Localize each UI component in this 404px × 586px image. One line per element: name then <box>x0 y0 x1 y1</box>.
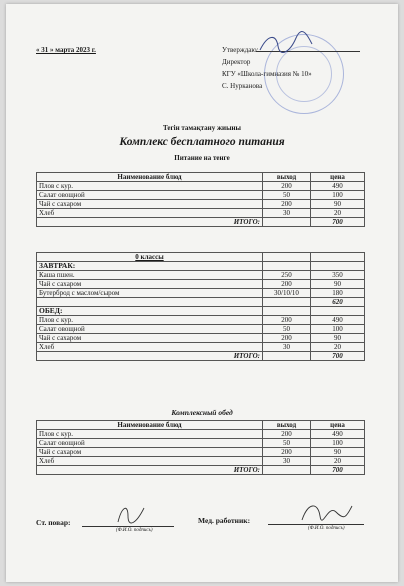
dish-out: 200 <box>263 334 311 343</box>
total-empty-cell <box>263 466 311 475</box>
dish-price: 100 <box>311 439 365 448</box>
approve-label: Утверждаю: <box>222 46 259 54</box>
table-row <box>37 448 365 457</box>
document-page <box>6 4 398 582</box>
dish-name: Салат овощной <box>37 325 263 334</box>
table-row <box>37 439 365 448</box>
empty-cell <box>311 307 365 316</box>
dish-price: 100 <box>311 191 365 200</box>
total-empty-cell <box>263 218 311 227</box>
dish-price: 180 <box>311 289 365 298</box>
dish-name: Салат овощной <box>37 439 263 448</box>
dish-price: 490 <box>311 430 365 439</box>
empty-cell <box>263 307 311 316</box>
dish-out: 50 <box>263 439 311 448</box>
medic-label: Мед. работник: <box>198 516 251 525</box>
table-row <box>37 334 365 343</box>
page-subtitle: Питание на тенге <box>174 154 230 162</box>
dish-out: 200 <box>263 316 311 325</box>
dish-price: 20 <box>311 343 365 352</box>
document-date: « 31 » марта 2023 г. <box>36 46 96 54</box>
total-row <box>37 352 365 361</box>
medic-signature-hint: (Ф.И.О. подпись) <box>308 526 345 531</box>
page-title: Комплекс бесплатного питания <box>119 136 285 148</box>
class-row <box>37 253 365 262</box>
table-row <box>37 325 365 334</box>
table-row <box>37 430 365 439</box>
total-label: ИТОГО: <box>37 466 263 475</box>
dish-out: 200 <box>263 182 311 191</box>
dish-price: 20 <box>311 209 365 218</box>
column-header-name: Наименование блюд <box>37 173 263 182</box>
column-header-name: Наименование блюд <box>37 421 263 430</box>
menu-table-main <box>36 172 365 227</box>
section-row <box>37 307 365 316</box>
total-row <box>37 218 365 227</box>
title-kazakh: Тегін тамақтану жиыны <box>162 124 242 132</box>
total-empty-cell <box>263 352 311 361</box>
table-row <box>37 209 365 218</box>
table-header-row <box>37 421 365 430</box>
dish-price: 490 <box>311 182 365 191</box>
dish-name: Хлеб <box>37 209 263 218</box>
dish-name: Плов с кур. <box>37 182 263 191</box>
column-header-price: цена <box>311 421 365 430</box>
menu-table-class <box>36 252 365 361</box>
total-row <box>37 466 365 475</box>
subtotal-row <box>37 298 365 307</box>
table-row <box>37 280 365 289</box>
empty-cell <box>263 253 311 262</box>
table-row <box>37 271 365 280</box>
lunch-label: ОБЕД: <box>37 307 263 316</box>
dish-price: 350 <box>311 271 365 280</box>
cook-label: Ст. повар: <box>36 518 71 527</box>
dish-out: 30 <box>263 343 311 352</box>
dish-price: 100 <box>311 325 365 334</box>
dish-out: 200 <box>263 430 311 439</box>
dish-name: Бутерброд с маслом/сыром <box>37 289 263 298</box>
total-label: ИТОГО: <box>37 218 263 227</box>
empty-cell <box>37 298 263 307</box>
total-label: ИТОГО: <box>37 352 263 361</box>
dish-out: 30 <box>263 209 311 218</box>
column-header-out: выход <box>263 173 311 182</box>
dish-price: 90 <box>311 200 365 209</box>
table-header-row <box>37 173 365 182</box>
dish-name: Каша пшен. <box>37 271 263 280</box>
medic-signature <box>298 498 354 526</box>
organization-name: КГУ «Школа-гимназия № 10» <box>222 70 312 78</box>
breakfast-label: ЗАВТРАК: <box>37 262 263 271</box>
total-value: 700 <box>311 218 365 227</box>
column-header-out: выход <box>263 421 311 430</box>
table-row <box>37 200 365 209</box>
director-signature <box>256 30 316 56</box>
table-row <box>37 457 365 466</box>
table-row <box>37 182 365 191</box>
director-name: С. Нурканова <box>222 82 263 90</box>
director-title: Директор <box>222 58 251 66</box>
dish-out: 200 <box>263 448 311 457</box>
table-row <box>37 289 365 298</box>
dish-out: 200 <box>263 280 311 289</box>
dish-price: 90 <box>311 280 365 289</box>
dish-name: Чай с сахаром <box>37 200 263 209</box>
dish-out: 200 <box>263 200 311 209</box>
table-row <box>37 343 365 352</box>
table-row <box>37 191 365 200</box>
total-value: 700 <box>311 352 365 361</box>
dish-name: Плов с кур. <box>37 316 263 325</box>
dish-name: Салат овощной <box>37 191 263 200</box>
section-row <box>37 262 365 271</box>
dish-out: 30 <box>263 457 311 466</box>
dish-name: Плов с кур. <box>37 430 263 439</box>
column-header-price: цена <box>311 173 365 182</box>
dish-out: 250 <box>263 271 311 280</box>
dish-price: 90 <box>311 334 365 343</box>
total-value: 700 <box>311 466 365 475</box>
dish-out: 30/10/10 <box>263 289 311 298</box>
dish-price: 90 <box>311 448 365 457</box>
empty-cell <box>263 262 311 271</box>
empty-cell <box>311 262 365 271</box>
dish-name: Чай с сахаром <box>37 448 263 457</box>
dish-price: 490 <box>311 316 365 325</box>
dish-out: 50 <box>263 325 311 334</box>
class-label: 0 классы <box>37 253 263 262</box>
dish-price: 20 <box>311 457 365 466</box>
cook-signature-line <box>82 526 174 527</box>
breakfast-total: 620 <box>311 298 365 307</box>
cook-signature-hint: (Ф.И.О. подпись) <box>116 528 153 533</box>
dish-name: Чай с сахаром <box>37 334 263 343</box>
cook-signature <box>114 502 148 526</box>
dish-name: Хлеб <box>37 343 263 352</box>
empty-cell <box>311 253 365 262</box>
dish-name: Чай с сахаром <box>37 280 263 289</box>
empty-cell <box>263 298 311 307</box>
dish-out: 50 <box>263 191 311 200</box>
complex-lunch-title: Комплексный обед <box>171 408 233 417</box>
menu-table-complex <box>36 420 365 475</box>
table-row <box>37 316 365 325</box>
dish-name: Хлеб <box>37 457 263 466</box>
